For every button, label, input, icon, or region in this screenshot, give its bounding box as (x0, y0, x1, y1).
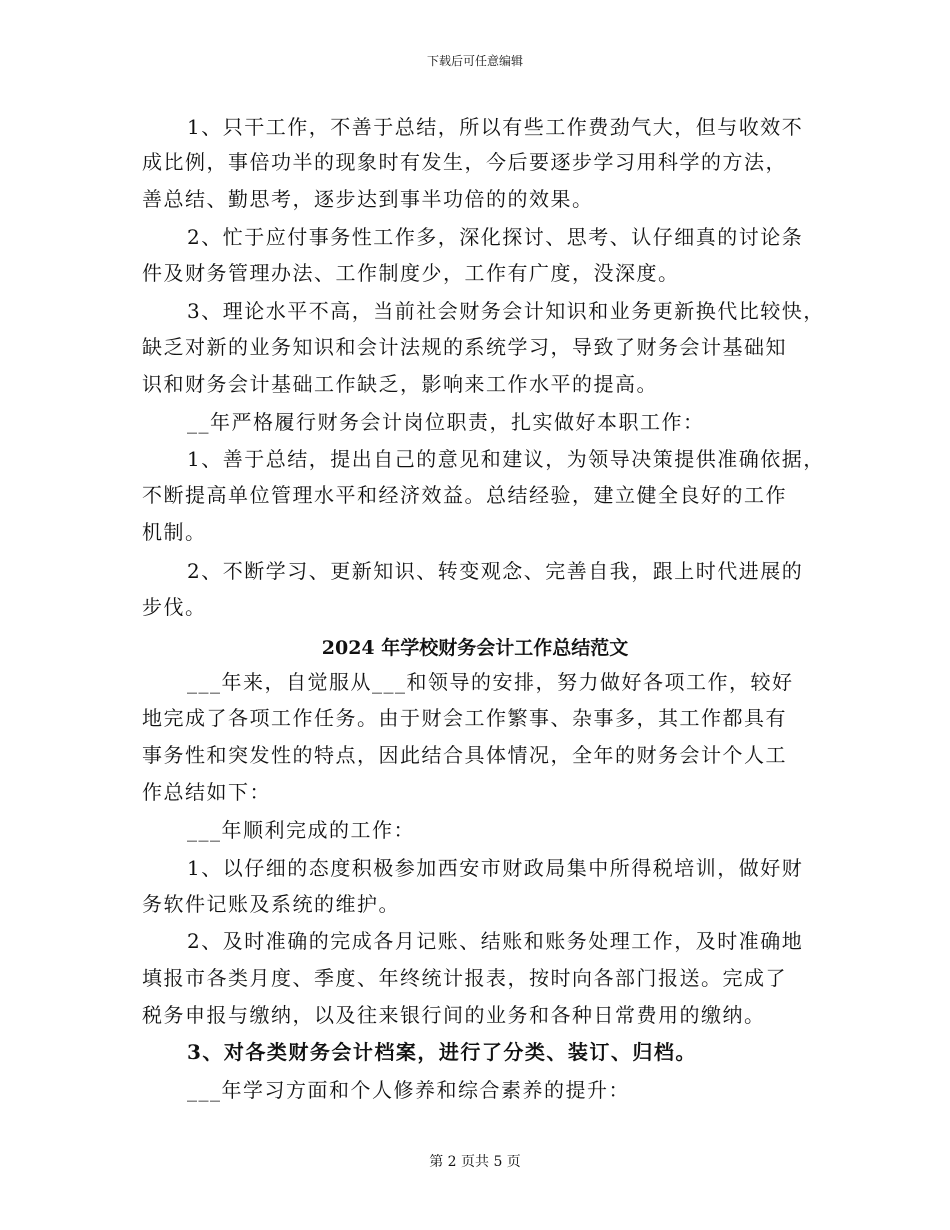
page-number: 第 2 页共 5 页 (429, 1154, 521, 1170)
paragraph-line: 缺乏对新的业务知识和会计法规的系统学习，导致了财务会计基础知 (142, 335, 787, 359)
paragraph-line: 事务性和突发性的特点，因此结合具体情况，全年的财务会计个人工 (142, 743, 787, 767)
paragraph-line: 1、以仔细的态度积极参加西安市财政局集中所得税培训，做好财 (187, 856, 804, 880)
paragraph-line: 2、不断学习、更新知识、转变观念、完善自我，跟上时代进展的 (187, 559, 804, 583)
paragraph-line: ___年顺利完成的工作： (187, 818, 415, 842)
paragraph-line: 3、理论水平不高，当前社会财务会计知识和业务更新换代比较快， (187, 299, 825, 323)
paragraph-line: 务软件记账及系统的维护。 (142, 892, 400, 916)
paragraph-line: 作总结如下： (142, 780, 271, 804)
paragraph-line: __年严格履行财务会计岗位职责，扎实做好本职工作： (187, 410, 705, 434)
paragraph-line: 件及财务管理办法、工作制度少，工作有广度，没深度。 (142, 261, 680, 285)
paragraph-line: 地完成了各项工作任务。由于财会工作繁事、杂事多，其工作都具有 (142, 706, 787, 730)
paragraph-line: 填报市各类月度、季度、年终统计报表，按时向各部门报送。完成了 (142, 966, 787, 990)
paragraph-line: 识和财务会计基础工作缺乏，影响来工作水平的提高。 (142, 372, 658, 396)
section-title: 2024 年学校财务会计工作总结范文 (321, 637, 629, 659)
paragraph-line: 成比例，事倍功半的现象时有发生，今后要逐步学习用科学的方法， (142, 150, 787, 174)
paragraph-line: ___年学习方面和个人修养和综合素养的提升： (187, 1078, 630, 1102)
paragraph-line: 步伐。 (142, 595, 207, 619)
paragraph-line: 3、对各类财务会计档案，进行了分类、装订、归档。 (187, 1040, 697, 1064)
paragraph-line: 税务申报与缴纳，以及往来银行间的业务和各种日常费用的缴纳。 (142, 1003, 766, 1027)
paragraph-line: 2、忙于应付事务性工作多，深化探讨、思考、认仔细真的讨论条 (187, 225, 804, 249)
paragraph-line: 善总结、勤思考，逐步达到事半功倍的的效果。 (142, 187, 594, 211)
paragraph-line: 机制。 (142, 520, 207, 544)
paragraph-line: 1、只干工作，不善于总结，所以有些工作费劲气大，但与收效不 (187, 115, 804, 139)
paragraph-line: 2、及时准确的完成各月记账、结账和账务处理工作，及时准确地 (187, 929, 804, 953)
paragraph-line: 1、善于总结，提出自己的意见和建议，为领导决策提供准确依据， (187, 447, 825, 471)
paragraph-line: 不断提高单位管理水平和经济效益。总结经验，建立健全良好的工作 (142, 483, 787, 507)
page-header-note: 下载后可任意编辑 (426, 54, 523, 68)
paragraph-line: ___年来，自觉服从___和领导的安排，努力做好各项工作，较好 (187, 670, 794, 694)
